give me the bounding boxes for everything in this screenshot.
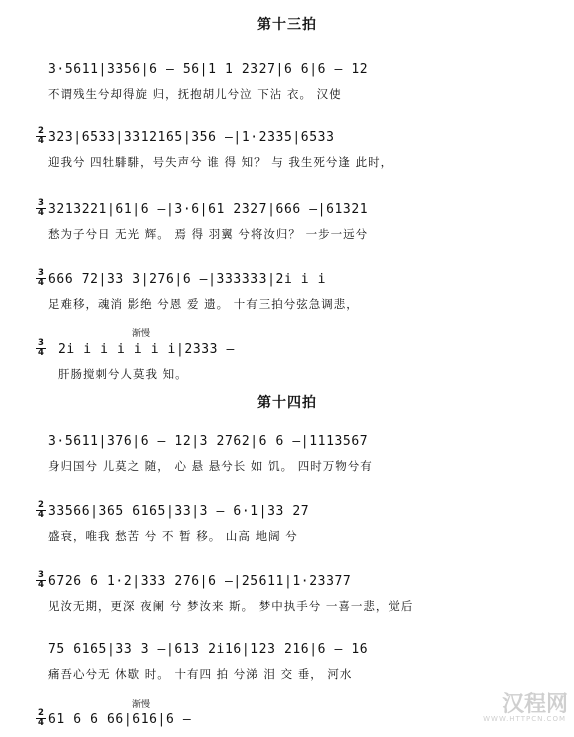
notation-line: 2i i i i i i i|2333 — bbox=[58, 342, 235, 357]
score-row bbox=[0, 500, 574, 562]
time-signature: $\frac{2}{4}$ bbox=[36, 709, 46, 728]
lyrics-line: 足难移，魂消 影绝 兮恩 爱 遗。 十有三拍兮弦急调悲， bbox=[48, 297, 359, 311]
lyrics-line: 见汝无期，更深 夜阑 兮 梦汝来 斯。 梦中执手兮 一喜一悲，觉后 bbox=[48, 599, 414, 613]
score-row bbox=[0, 434, 574, 492]
section-title: 第十四拍 bbox=[257, 395, 317, 411]
tempo-marking: 渐慢 bbox=[132, 329, 151, 339]
time-signature: $\frac{3}{4}$ bbox=[36, 269, 46, 288]
watermark bbox=[448, 687, 568, 729]
lyrics-line: 痛吾心兮无 休歇 时。 十有四 拍 兮涕 泪 交 垂， 河水 bbox=[48, 667, 353, 681]
notation-line: 61 6 6 66|616|6 — bbox=[48, 712, 192, 727]
time-signature: $\frac{2}{4}$ bbox=[36, 127, 46, 146]
score-row bbox=[0, 62, 574, 120]
notation-line: 3213221|61|6 —|3·6|61 2327|666 —|61321 bbox=[48, 202, 369, 217]
lyrics-line: 肝肠搅刺兮人莫我 知。 bbox=[58, 367, 188, 381]
notation-line: 3·5611|3356|6 — 56|1 1 2327|6 6|6 — 12 bbox=[48, 62, 369, 77]
time-signature: $\frac{3}{4}$ bbox=[36, 199, 46, 218]
lyrics-line: 盛衰，唯我 愁苦 兮 不 暂 移。 山高 地阔 兮 bbox=[48, 529, 298, 543]
notation-line: 3·5611|376|6 — 12|3 2762|6 6 —|1113567 bbox=[48, 434, 369, 449]
time-signature: $\frac{2}{4}$ bbox=[36, 501, 46, 520]
notation-line: 666 72|33 3|276|6 —|333333|2i i i bbox=[48, 272, 327, 287]
notation-line: 33566|365 6165|33|3 — 6·1|33 27 bbox=[48, 504, 310, 519]
tempo-marking: 渐慢 bbox=[132, 700, 151, 710]
watermark-url: WWW.HTTPCN.COM bbox=[483, 715, 566, 723]
score-row bbox=[0, 198, 574, 260]
score-row bbox=[0, 268, 574, 330]
lyrics-line: 不谓残生兮却得旋 归，抚抱胡儿兮泣 下沾 衣。 汉使 bbox=[48, 87, 342, 101]
score-row bbox=[0, 570, 574, 632]
watermark-logo: 汉程网 bbox=[501, 691, 568, 717]
lyrics-line: 身归国兮 儿莫之 随， 心 悬 悬兮长 如 饥。 四时万物兮有 bbox=[48, 459, 373, 473]
score-row bbox=[0, 126, 574, 188]
section-title: 第十三拍 bbox=[257, 17, 317, 33]
notation-line: 6726 6 1·2|333 276|6 —|25611|1·23377 bbox=[48, 574, 352, 589]
notation-line: 75 6165|33 3 —|613 2i16|123 216|6 — 16 bbox=[48, 642, 369, 657]
lyrics-line: 愁为子兮日 无光 辉。 焉 得 羽翼 兮将汝归？ 一步一远兮 bbox=[48, 227, 369, 241]
time-signature: $\frac{3}{4}$ bbox=[36, 571, 46, 590]
notation-line: 323|6533|3312165|356 —|1·2335|6533 bbox=[48, 130, 335, 145]
lyrics-line: 迎我兮 四牡騑騑，号失声兮 谁 得 知？ 与 我生死兮逢 此时， bbox=[48, 155, 394, 169]
time-signature: $\frac{3}{4}$ bbox=[36, 339, 46, 358]
